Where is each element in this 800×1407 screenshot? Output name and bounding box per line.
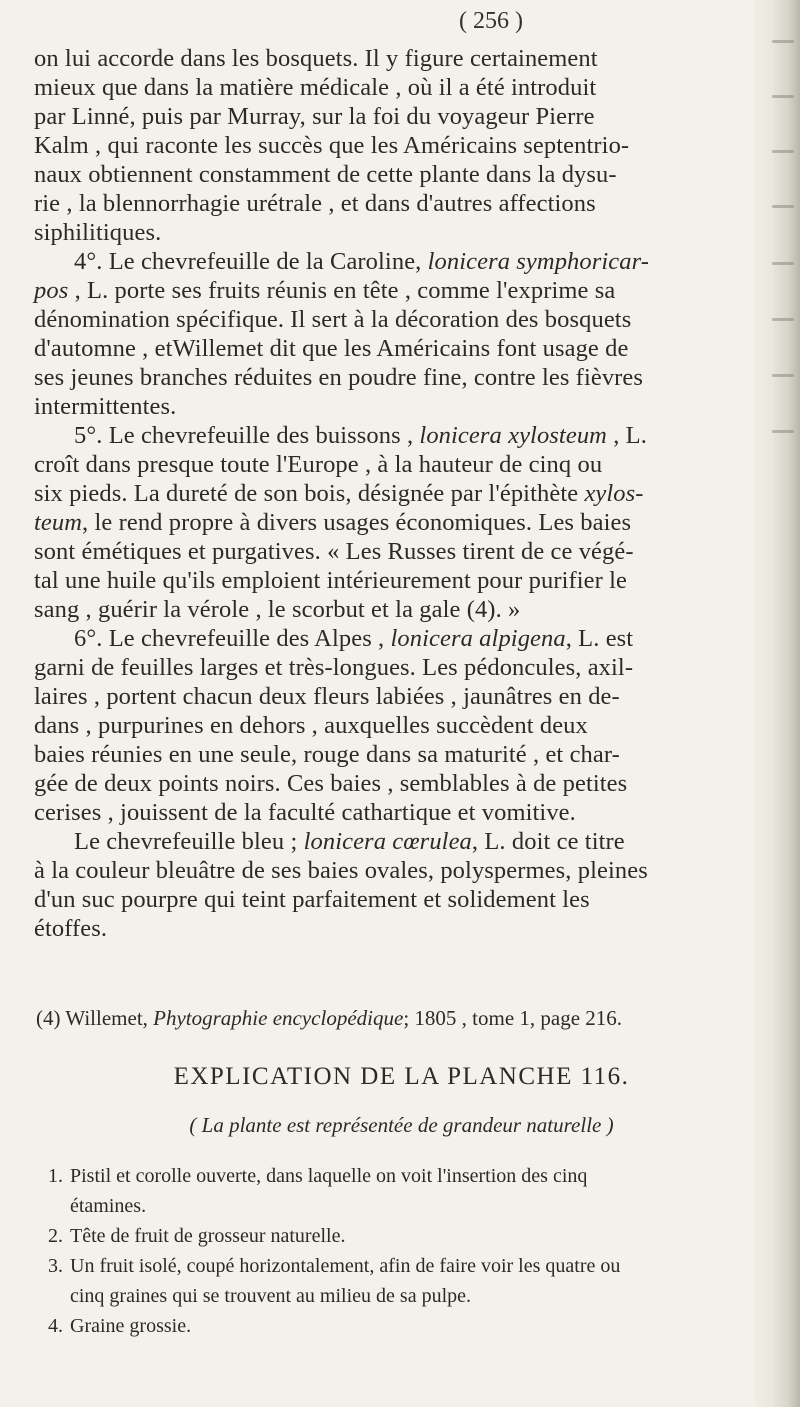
text-line: six pieds. La dureté de son bois, désignée par l'épithète xylos-: [34, 480, 644, 507]
species-name: lonicera symphoricar-: [427, 248, 650, 275]
text-line: Kalm , qui raconte les succès que les Américains septentrio-: [34, 132, 630, 159]
text-line: dans , purpurines en dehors , auxquelles succèdent deux: [34, 712, 588, 739]
species-name: xylos-: [584, 480, 644, 507]
plate-subtitle: ( La plante est représentée de grandeur naturelle ): [189, 1113, 614, 1137]
edge-mark: [772, 374, 794, 377]
text-line: baies réunies en une seule, rouge dans sa maturité , et char-: [34, 741, 620, 768]
text-line: siphilitiques.: [34, 219, 162, 246]
text-line: à la couleur bleuâtre de ses baies ovales, polyspermes, pleines: [34, 857, 648, 884]
text-line: 6°. Le chevrefeuille des Alpes , lonicera alpigena, L. est: [74, 625, 634, 652]
edge-mark: [772, 205, 794, 208]
text-line: d'automne , etWillemet dit que les Américains font usage de: [34, 335, 629, 362]
edge-mark: [772, 430, 794, 433]
text-line: rie , la blennorrhagie urétrale , et dans d'autres affections: [34, 190, 596, 217]
text-line: cerises , jouissent de la faculté cathartique et vomitive.: [34, 799, 576, 826]
text-line: gée de deux points noirs. Ces baies , semblables à de petites: [34, 770, 628, 797]
legend-item: 2. Tête de fruit de grosseur naturelle.: [48, 1225, 346, 1247]
page-edge: [754, 0, 800, 1407]
text-line: sont émétiques et purgatives. « Les Russes tirent de ce végé-: [34, 538, 634, 565]
text-line: par Linné, puis par Murray, sur la foi du voyageur Pierre: [34, 103, 595, 130]
species-name: lonicera cœrulea: [303, 828, 472, 855]
footnote: (4) Willemet, Phytographie encyclopédique; 1805 , tome 1, page 216.: [36, 1006, 623, 1030]
species-name: teum: [34, 509, 83, 536]
text-line: d'un suc pourpre qui teint parfaitement et solidement les: [34, 886, 590, 913]
text-line: Le chevrefeuille bleu ; lonicera cœrulea, L. doit ce titre: [74, 828, 625, 855]
text-line: ses jeunes branches réduites en poudre fine, contre les fièvres: [34, 364, 644, 391]
legend-item-continuation: étamines.: [70, 1195, 147, 1217]
legend-item: 4. Graine grossie.: [48, 1315, 192, 1337]
text-line: naux obtiennent constamment de cette plante dans la dysu-: [34, 161, 617, 188]
edge-mark: [772, 318, 794, 321]
plate-title: EXPLICATION DE LA PLANCHE 116.: [173, 1063, 630, 1090]
edge-mark: [772, 95, 794, 98]
text-line: croît dans presque toute l'Europe , à la hauteur de cinq ou: [34, 451, 603, 478]
species-name: lonicera xylosteum: [419, 422, 607, 449]
text-line: on lui accorde dans les bosquets. Il y figure certainement: [34, 45, 598, 72]
text-line: mieux que dans la matière médicale , où il a été introduit: [34, 74, 597, 101]
edge-mark: [772, 262, 794, 265]
text-line: dénomination spécifique. Il sert à la décoration des bosquets: [34, 306, 632, 333]
legend-item-continuation: cinq graines qui se trouvent au milieu de sa pulpe.: [70, 1285, 472, 1307]
text-line: laires , portent chacun deux fleurs labiées , jaunâtres en de-: [34, 683, 620, 710]
text-line: teum, le rend propre à divers usages économiques. Les baies: [34, 509, 632, 536]
text-line: tal une huile qu'ils emploient intérieurement pour purifier le: [34, 567, 627, 594]
legend-item: 1. Pistil et corolle ouverte, dans laquelle on voit l'insertion des cinq: [48, 1165, 588, 1187]
species-name: pos: [34, 277, 69, 304]
page-number: ( 256 ): [459, 8, 523, 34]
text-line: étoffes.: [34, 915, 108, 942]
text-line: 4°. Le chevrefeuille de la Caroline, lonicera symphoricar-: [74, 248, 650, 275]
text-line: 5°. Le chevrefeuille des buissons , lonicera xylosteum , L.: [74, 422, 647, 449]
edge-mark: [772, 40, 794, 43]
text-line: sang , guérir la vérole , le scorbut et la gale (4). »: [34, 596, 521, 623]
text-line: intermittentes.: [34, 393, 177, 420]
species-name: lonicera alpigena: [390, 625, 566, 652]
text-line: garni de feuilles larges et très-longues. Les pédoncules, axil-: [34, 654, 634, 681]
legend-item: 3. Un fruit isolé, coupé horizontalement, afin de faire voir les quatre ou: [48, 1255, 621, 1277]
edge-mark: [772, 150, 794, 153]
text-line: pos , L. porte ses fruits réunis en tête , comme l'exprime sa: [34, 277, 616, 304]
